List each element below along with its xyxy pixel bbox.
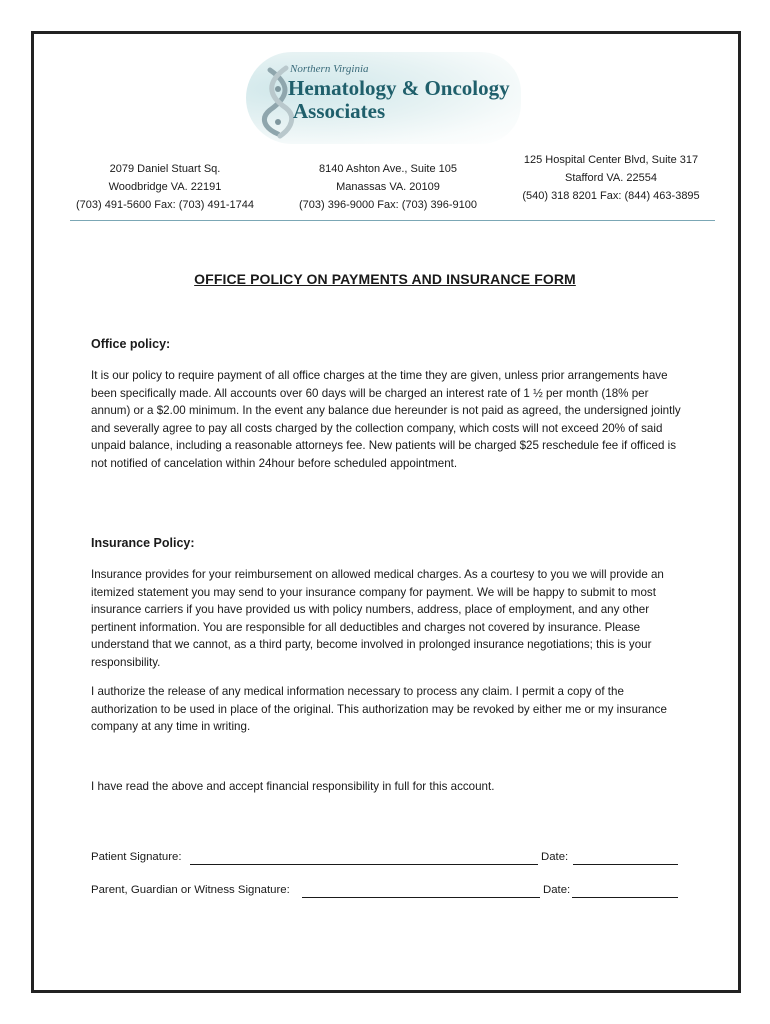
- logo-name-line2: Associates: [293, 99, 386, 123]
- office-phone: (703) 491-5600 Fax: (703) 491-1744: [76, 199, 254, 211]
- header-divider: [70, 220, 715, 221]
- insurance-policy-text: Insurance provides for your reimbursement on allowed medical charges. As a courtesy to you we will provide an itemized statement you may send to your insurance company for payment. We will be happy to submit to most insurance carriers if you have provided us with policy numbers, address, place of employment, and any other pertinent information. You are responsible for all deductibles and charges not covered by insurance. Please understand that we cannot, as a third party, become involved in prolonged insurance negotiations; this is your responsibility.: [91, 568, 664, 669]
- logo-tagline: Northern Virginia: [290, 63, 369, 75]
- office-street: 125 Hospital Center Blvd, Suite 317: [523, 154, 699, 166]
- guardian-signature-label: Parent, Guardian or Witness Signature:: [91, 884, 290, 896]
- logo-name-line1: Hematology & Oncology: [288, 76, 510, 100]
- acceptance-statement: I have read the above and accept financial responsibility in full for this account.: [91, 780, 495, 793]
- office-phone: (540) 318 8201 Fax: (844) 463-3895: [522, 190, 700, 202]
- office-phone: (703) 396-9000 Fax: (703) 396-9100: [299, 199, 477, 211]
- practice-logo: [246, 52, 526, 144]
- patient-signature-label: Patient Signature:: [91, 851, 182, 863]
- authorization-text: I authorize the release of any medical information necessary to process any claim. I permit a copy of the authorization to be used in place of the original. This authorization may be revoked by either me or my insurance company at any time in writing.: [91, 685, 667, 733]
- patient-date-label: Date:: [541, 851, 569, 863]
- guardian-date-field[interactable]: [572, 897, 678, 898]
- insurance-policy-heading: Insurance Policy:: [91, 536, 195, 550]
- office-street: 8140 Ashton Ave., Suite 105: [318, 163, 458, 175]
- form-title: OFFICE POLICY ON PAYMENTS AND INSURANCE FORM: [194, 271, 576, 287]
- patient-date-field[interactable]: [573, 864, 678, 865]
- guardian-date-label: Date:: [543, 884, 571, 896]
- office-city: Woodbridge VA. 22191: [108, 181, 222, 193]
- office-city: Stafford VA. 22554: [565, 172, 657, 184]
- office-address-manassas: [290, 160, 486, 214]
- office-policy-text: It is our policy to require payment of all office charges at the time they are given, unless prior arrangements have been specifically made. All accounts over 60 days will be charged an interest rate of 1 ½ per month (18% per annum) or a $2.00 minimum. In the event any balance due hereunder is not paid as agreed, the undersigned jointly and severally agree to pay all costs charged by the collection company, which costs will not exceed 20% of said unpaid balance, including a reasonable attorneys fee. New patients will be charged $25 reschedule fee if officed is not notified of cancelation within 24hour before scheduled appointment.: [91, 369, 681, 470]
- office-address-stafford: [508, 151, 714, 205]
- office-city: Manassas VA. 20109: [336, 181, 440, 193]
- guardian-signature-field[interactable]: [302, 897, 540, 898]
- office-address-woodbridge: [70, 160, 260, 214]
- patient-signature-field[interactable]: [190, 864, 538, 865]
- office-policy-heading: Office policy:: [91, 337, 171, 351]
- office-street: 2079 Daniel Stuart Sq.: [109, 163, 221, 175]
